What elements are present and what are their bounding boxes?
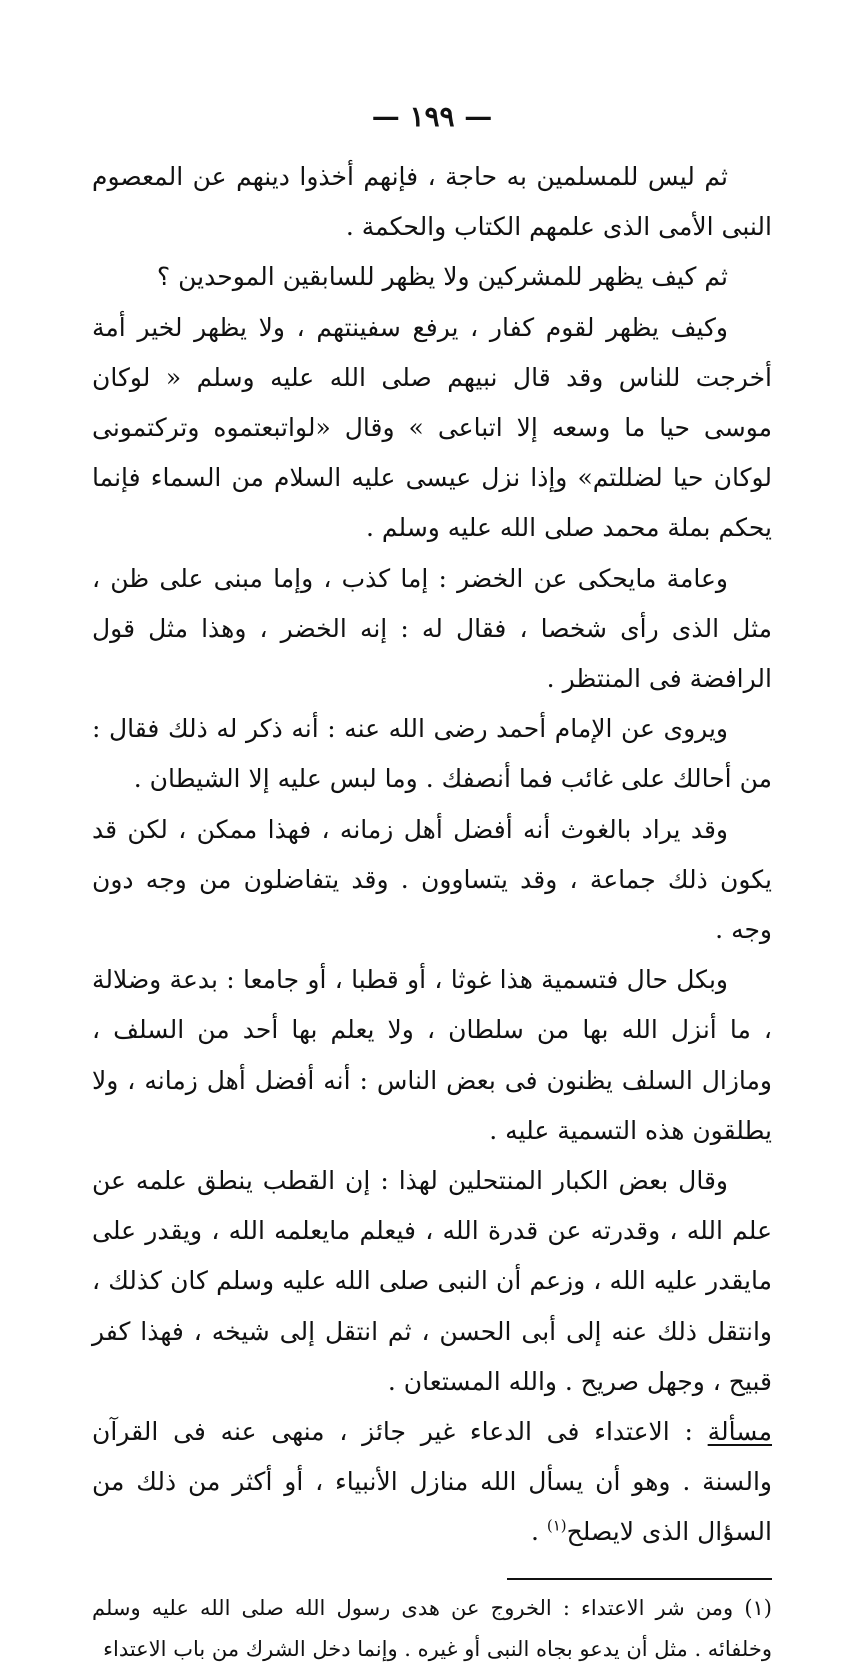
footnote-reference: (١) xyxy=(546,1517,567,1536)
footnote-number: (١) xyxy=(744,1595,772,1620)
paragraph-ghawth: وقد يراد بالغوث أنه أفضل أهل زمانه ، فهذا ممكن ، لكن قد يكون ذلك جماعة ، وقد يتساوون . وقد يتفاضلون من وجه دون وجه . xyxy=(92,814,773,945)
issue-text: : الاعتداء فى الدعاء غير جائز ، منهى عنه فى القرآن والسنة . وهو أن يسأل الله منازل الأنبياء ، أو أكثر من ذلك من السؤال الذى لايصلح xyxy=(92,1417,772,1547)
footnote xyxy=(92,1588,772,1670)
paragraph-qutb: وقال بعض الكبار المنتحلين لهذا : إن القطب ينطق علمه عن علم الله ، وقدرته عن قدرة الله ، فيعلم مايعلمه الله ، ويقدر على مايقدر عليه الله ، وزعم أن النبى صلى الله عليه وسلم كان كذلك ، وانتقل ذلك عنه إلى أبى الحسن ، ثم انتقل إلى شيخه ، فهذا كفر قبيح ، وجهل صريح . والله المستعان . xyxy=(92,1166,772,1396)
paragraph-imam-ahmad: ويروى عن الإمام أحمد رضى الله عنه : أنه ذكر له ذلك فقال : من أحالك على غائب فما أنصفك . وما لبس عليه إلا الشيطان . xyxy=(92,714,772,794)
paragraph-issue xyxy=(92,1407,772,1558)
paragraph-naming: وبكل حال فتسمية هذا غوثا ، أو قطبا ، أو جامعا : بدعة وضلالة ، ما أنزل الله بها من سلطان ، ولا يعلم بها أحد من السلف ، ومازال السلف يظنون فى بعض الناس : أنه أفضل أهل زمانه ، ولا يطلقون هذه التسمية عليه . xyxy=(92,965,772,1145)
paragraph-polytheists-question: ثم كيف يظهر للمشركين ولا يظهر للسابقين الموحدين ؟ xyxy=(156,262,728,292)
issue-label: مسألة xyxy=(707,1417,772,1447)
page-number: — ١٩٩ — xyxy=(371,100,493,133)
footnote-text: ومن شر الاعتداء : الخروج عن هدى رسول الله صلى الله عليه وسلم وخلفائه . مثل أن يدعو بجاه النبى أو غيره . وإنما دخل الشرك من باب الاعتداء xyxy=(92,1595,772,1661)
paragraph-no-need: ثم ليس للمسلمين به حاجة ، فإنهم أخذوا دينهم عن المعصوم النبى الأمى الذى علمهم الكتاب والحكمة . xyxy=(92,162,772,242)
footnote-divider xyxy=(507,1578,772,1580)
main-text xyxy=(92,152,772,1558)
paragraph-khidr: وعامة مايحكى عن الخضر : إما كذب ، وإما مبنى على ظن ، مثل الذى رأى شخصا ، فقال له : إنه الخضر ، وهذا مثل قول الرافضة فى المنتظر . xyxy=(92,563,772,694)
issue-end: . xyxy=(530,1517,547,1547)
paragraph-disbelievers: وكيف يظهر لقوم كفار ، يرفع سفينتهم ، ولا يظهر لخير أمة أخرجت للناس وقد قال نبيهم صلى الله عليه وسلم « لوكان موسى حيا ما وسعه إلا اتباعى » وقال «لواتبعتموه وتركتمونى لوكان حيا لضللتم» وإذا نزل عيسى عليه السلام من السماء فإنما يحكم بملة محمد صلى الله عليه وسلم . xyxy=(92,312,772,543)
